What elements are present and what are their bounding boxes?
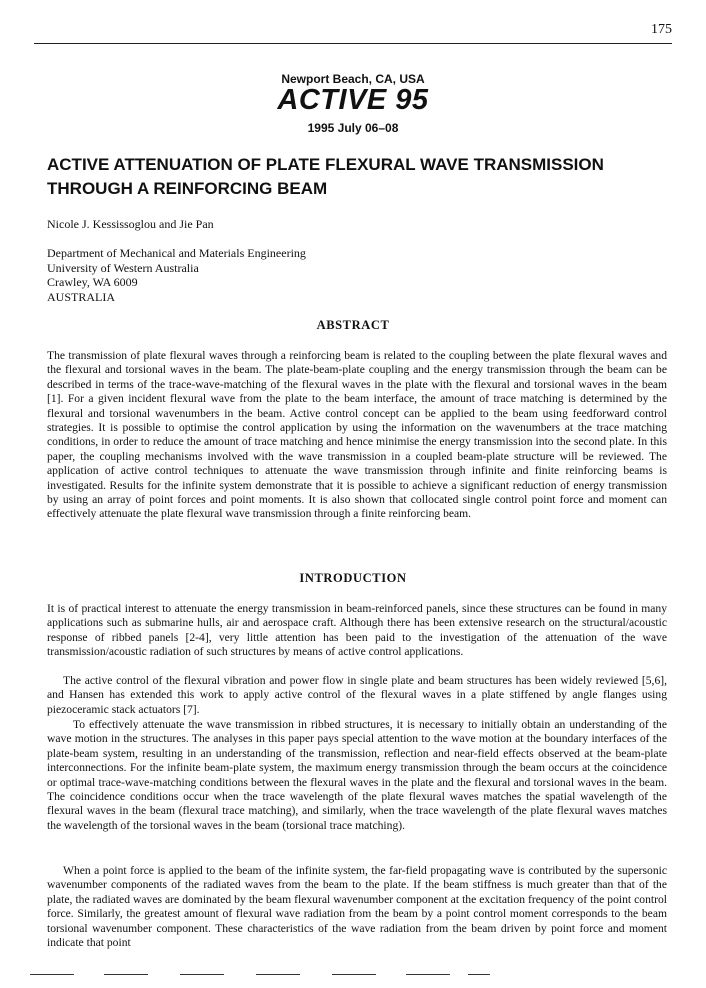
conference-dates: 1995 July 06–08	[307, 121, 399, 135]
affiliation-university: University of Western Australia	[47, 260, 199, 275]
conference-name: ACTIVE 95	[277, 84, 429, 116]
footer-dash	[332, 974, 376, 975]
footer-dash	[30, 974, 74, 975]
header-rule	[34, 43, 672, 44]
affiliation-city: Crawley, WA 6009	[47, 275, 138, 289]
footer-dash	[468, 974, 490, 975]
affiliation-country: AUSTRALIA	[47, 289, 115, 304]
page-number: 175	[651, 22, 672, 37]
introduction-paragraph: The active control of the flexural vibration and power flow in single plate and beam structures has been widely reviewed [5,6], and Hansen has extended this work to apply active control of the flexural waves in a plate stiffened by angle flanges using piezoceramic stack actuators [7].	[47, 674, 667, 716]
introduction-paragraph: To effectively attenuate the wave transmission in ribbed structures, it is necessary to initially obtain an understanding of the wave motion in the structures. The analyses in this paper pays special attention to the wave motion at the boundary interfaces of the plate-beam system, resulting in an understanding of the transmission, reflection and near-field effects observed at the beam-plate interconnections. For the infinite beam-plate system, the maximum energy transmission through the beam occurs at the coincidence or optimal trace-wave-matching conditions between the flexural waves in the plate and the flexural and torsional waves in the beam. The coincidence conditions occur when the trace wavelength of the plate flexural waves matches the spatial wavelength of the flexural waves in the beam (flexural trace matching), and similarly, when the trace wavelength of the plate flexural waves matches the wavelength of the torsional waves in the beam (torsional trace matching).	[47, 718, 667, 832]
affiliation	[47, 246, 306, 304]
paper-title: ACTIVE ATTENUATION OF PLATE FLEXURAL WAVE TRANSMISSION THROUGH A REINFORCING BEAM	[47, 155, 604, 198]
footer-dash	[256, 974, 300, 975]
footer-dash	[180, 974, 224, 975]
affiliation-department: Department of Mechanical and Materials Engineering	[47, 246, 306, 260]
authors: Nicole J. Kessissoglou and Jie Pan	[47, 217, 214, 231]
abstract-text: The transmission of plate flexural waves through a reinforcing beam is related to the coupling between the plate flexural waves and the flexural and torsional waves in the beam. The plate-beam-plate coupling and the energy transmission through the beam can be described in terms of the trace-wave-matching of the flexural waves in the plate with the flexural and torsional waves in the beam [1]. For a given incident flexural wave from the plate to the beam interface, the amount of trace matching is determined by the flexural and torsional wavenumbers in the beam. Active control concept can be applied to the beam using feedforward control strategies. It is possible to optimise the control application by using the information on the wavenumbers at the trace matching conditions, in order to reduce the amount of trace matching and hence minimise the energy transmission into the second plate. In this paper, the coupling mechanisms involved with the wave transmission in a coupled beam-plate structure will be reviewed. The application of active control techniques to attenuate the wave transmission through infinite and finite reinforcing beams is investigated. Results for the infinite system demonstrate that it is possible to achieve a significant reduction of energy transmission by using an array of point forces and point moments. It is also shown that collocated single control point force and moment can effectively attenuate the plate flexural wave transmission through a finite reinforcing beam.	[47, 349, 667, 521]
abstract-heading: ABSTRACT	[316, 318, 390, 332]
introduction-paragraph: When a point force is applied to the beam of the infinite system, the far-field propagating wave is contributed by the supersonic wavenumber components of the radiated waves from the beam to the plate. If the beam stiffness is much greater than that of the plate, the radiated waves are dominated by the beam flexural wavenumber component at the excitation frequency of the point control force. Similarly, the greatest amount of flexural wave radiation from the beam by a point control moment corresponds to the beam torsional wavenumber component. These characteristics of the wave radiation from the beam driven by point force and moment indicate that point	[47, 864, 667, 950]
introduction-paragraph: It is of practical interest to attenuate the energy transmission in beam-reinforced panels, since these structures can be found in many applications such as submarine hulls, air and aerospace craft. Although there has been extensive research on the structural/acoustic response of ribbed panels [2-4], very little attention has been paid to the investigation of the attenuation of the wave transmission/acoustic radiation of such structures by means of active control applications.	[47, 602, 667, 659]
footer-dash	[104, 974, 148, 975]
introduction-heading: INTRODUCTION	[299, 571, 407, 585]
conference-location: Newport Beach, CA, USA	[281, 72, 425, 86]
footer-dash	[406, 974, 450, 975]
